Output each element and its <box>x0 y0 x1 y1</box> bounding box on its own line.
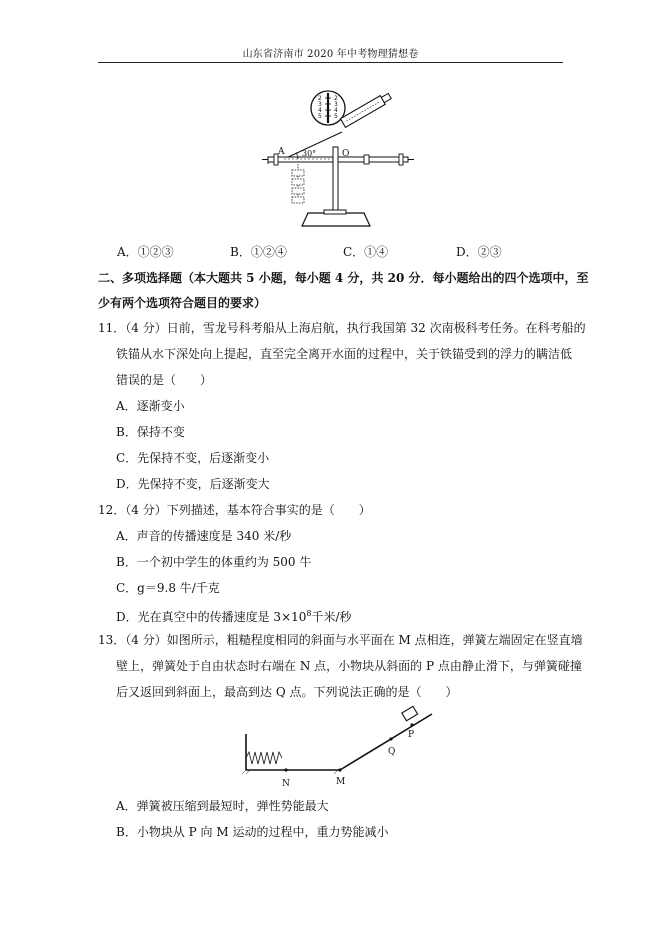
label-m: M <box>336 777 346 787</box>
q11-stem-line3: 错误的是（ ） <box>116 373 213 387</box>
point-q <box>389 737 392 740</box>
q11-stem-line1: 11．（4 分）日前，雪龙号科考船从上海启航，执行我国第 32 次南极科考任务。在科考船的 <box>98 321 586 335</box>
q12-option-d-unit: 千米/秒 <box>311 610 352 624</box>
q10-option-c: C．①④ <box>343 245 389 259</box>
sliding-block <box>402 706 418 720</box>
label-o: O <box>342 149 350 159</box>
gauge-number: 3 <box>334 101 338 108</box>
q13-stem-line3: 后又返回到斜面上，最高到达 Q 点。下列说法正确的是（ ） <box>116 685 458 699</box>
floor-incline <box>246 714 432 770</box>
gauge-number: 5 <box>318 113 322 120</box>
q12-option-d <box>116 606 352 625</box>
gauge-number: 2 <box>318 95 322 102</box>
q12-option-c: C．g＝9.8 牛/千克 <box>116 581 220 595</box>
point-n <box>284 768 287 771</box>
q12-stem: 12．（4 分）下列描述，基本符合事实的是（ ） <box>98 503 371 517</box>
q13-option-a: A．弹簧被压缩到最短时，弹性势能最大 <box>116 799 329 813</box>
gauge-number: 5 <box>334 113 338 120</box>
q11-stem-line2: 铁锚从水下深处向上提起，直至完全离开水面的过程中，关于铁锚受到的浮力的瞒洁低 <box>116 347 573 361</box>
header-rule <box>98 62 563 63</box>
gauge-number: 4 <box>334 107 338 114</box>
q12-option-a: A．声音的传播速度是 340 米/秒 <box>116 529 292 543</box>
section-heading-line1: 二、多项选择题（本大题共 5 小题，每小题 4 分，共 20 分．每小题给出的四个选项中，至 <box>98 271 589 285</box>
q12-option-d-exponent: 8 <box>306 609 312 618</box>
hanging-weights <box>292 164 304 203</box>
gauge-number: 3 <box>318 101 322 108</box>
q10-option-d: D．②③ <box>456 245 502 259</box>
lever-figure <box>258 86 418 230</box>
pivot-post <box>333 147 338 211</box>
q10-option-a: A．①②③ <box>117 245 174 259</box>
q12-option-d-text: D．光在真空中的传播速度是 3×10 <box>116 610 307 624</box>
gauge-number: 4 <box>318 107 322 114</box>
q11-option-b: B．保持不变 <box>116 425 185 439</box>
point-p <box>410 723 413 726</box>
label-n: N <box>282 779 290 789</box>
q13-stem-line2: 壁上，弹簧处于自由状态时右端在 N 点，小物块从斜面的 P 点由静止滑下，与弹簧碰撞 <box>116 659 582 673</box>
stand-base <box>302 213 370 226</box>
q11-option-a: A．逐渐变小 <box>116 399 185 413</box>
q11-option-c: C．先保持不变，后逐渐变小 <box>116 451 270 465</box>
q11-option-d: D．先保持不变，后逐渐变大 <box>116 477 270 491</box>
gauge-number: 2 <box>334 95 338 102</box>
q13-stem-line1: 13．（4 分）如图所示，粗糙程度相同的斜面与水平面在 M 点相连，弹簧左端固定在竖直墙 <box>98 633 583 647</box>
q13-option-b: B．小物块从 P 向 M 运动的过程中，重力势能减小 <box>116 825 389 839</box>
label-q: Q <box>388 747 396 757</box>
label-a: A <box>278 147 285 157</box>
incline-spring-figure <box>240 704 440 794</box>
page-header: 山东省济南市 2020 年中考物理猜想卷 <box>242 49 419 60</box>
spring-balance <box>340 92 392 128</box>
label-p: P <box>408 730 415 740</box>
label-angle: 30° <box>302 149 317 158</box>
section-heading-line2: 少有两个选项符合题目的要求） <box>98 296 267 310</box>
spring <box>246 752 282 764</box>
point-m <box>338 768 341 771</box>
q12-option-b: B．一个初中学生的体重约为 500 牛 <box>116 555 312 569</box>
q10-option-b: B．①②④ <box>230 245 287 259</box>
